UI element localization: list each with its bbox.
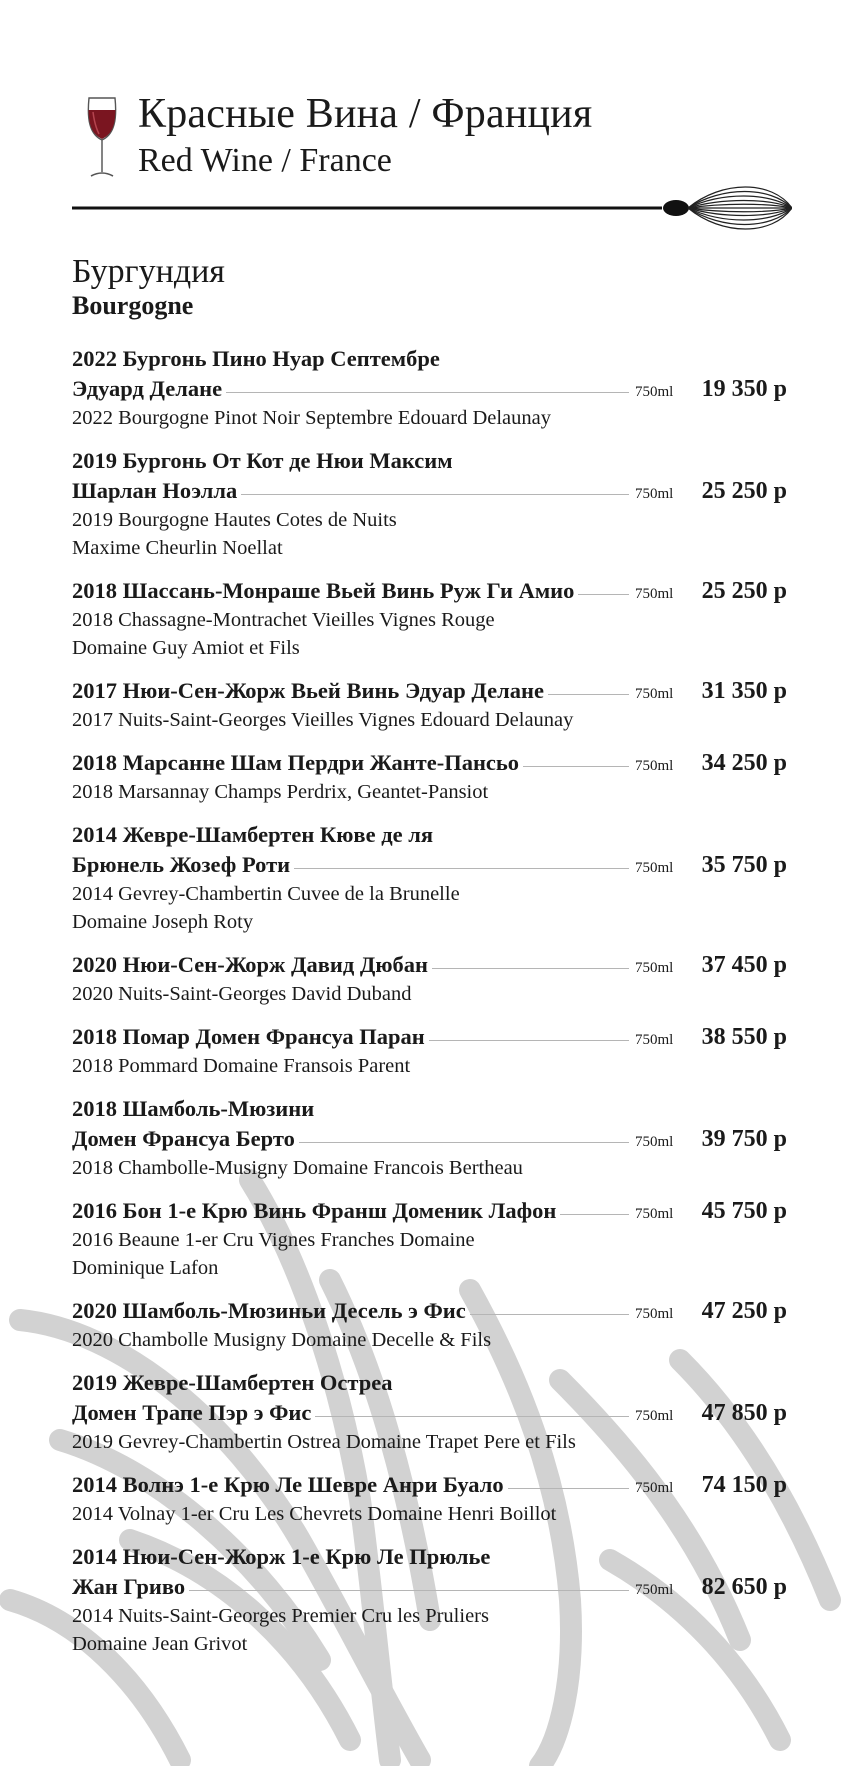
wine-price: 25 250 р bbox=[701, 578, 787, 604]
wine-name-ru: Домен Трапе Пэр э Фис bbox=[72, 1400, 312, 1425]
wine-volume: 750ml bbox=[635, 1408, 674, 1424]
wine-item bbox=[72, 950, 787, 1008]
wine-name-ru: 2020 Нюи-Сен-Жорж Давид Дюбан bbox=[72, 952, 428, 977]
wine-name-ru: 2018 Шассань-Монраше Вьей Винь Руж Ги Амио bbox=[72, 578, 575, 603]
dotted-leader bbox=[548, 694, 629, 695]
wine-name-ru: 2018 Марсанне Шам Пердри Жанте-Пансьо bbox=[72, 750, 520, 775]
wine-name-ru: Эдуард Делане bbox=[72, 376, 223, 401]
wine-item bbox=[72, 748, 787, 806]
dotted-leader bbox=[470, 1314, 629, 1315]
wine-price: 47 850 р bbox=[701, 1400, 787, 1426]
wine-name-ru: Домен Франсуа Берто bbox=[72, 1126, 295, 1151]
header-divider-ornament bbox=[72, 176, 792, 240]
wine-item bbox=[72, 1196, 787, 1282]
dotted-leader bbox=[226, 392, 629, 393]
wine-price-row bbox=[72, 1022, 787, 1052]
wine-name-ru: Шарлан Ноэлла bbox=[72, 478, 238, 503]
dotted-leader bbox=[508, 1488, 629, 1489]
wine-price: 82 650 р bbox=[701, 1574, 787, 1600]
wine-price: 37 450 р bbox=[701, 952, 787, 978]
wine-volume: 750ml bbox=[635, 758, 674, 774]
wine-price-row bbox=[72, 1296, 787, 1326]
dotted-leader bbox=[523, 766, 629, 767]
wine-name-ru: Брюнель Жозеф Роти bbox=[72, 852, 291, 877]
wine-name-ru: 2016 Бон 1-е Крю Винь Франш Доменик Лафон bbox=[72, 1198, 557, 1223]
page-subtitle: Red Wine / France bbox=[138, 142, 392, 179]
wine-price-row bbox=[72, 748, 787, 778]
wine-name-ru: 2014 Нюи-Сен-Жорж 1-е Крю Ле Прюлье bbox=[72, 1544, 491, 1569]
wine-item bbox=[72, 1542, 787, 1658]
dotted-leader bbox=[315, 1416, 629, 1417]
wine-price-row bbox=[72, 576, 787, 606]
wine-item bbox=[72, 676, 787, 734]
dotted-leader bbox=[294, 868, 629, 869]
wine-name-ru: 2014 Волнэ 1-е Крю Ле Шевре Анри Буало bbox=[72, 1472, 504, 1497]
dotted-leader bbox=[299, 1142, 629, 1143]
wine-item bbox=[72, 1296, 787, 1354]
wine-name-en: 2018 Pommard Domaine Fransois Parent bbox=[72, 1055, 411, 1077]
wine-volume: 750ml bbox=[635, 1032, 674, 1048]
region-name-en: Bourgogne bbox=[72, 291, 194, 320]
wine-name-en: 2014 Gevrey-Chambertin Cuvee de la Brunelle bbox=[72, 883, 460, 905]
wine-price-row bbox=[72, 1124, 787, 1154]
wine-item bbox=[72, 1094, 787, 1182]
wine-name-en: 2018 Chambolle-Musigny Domaine Francois Bertheau bbox=[72, 1157, 523, 1179]
wine-price: 38 550 р bbox=[701, 1024, 787, 1050]
wine-price-row bbox=[72, 1398, 787, 1428]
wine-price: 35 750 р bbox=[701, 852, 787, 878]
wine-price-row bbox=[72, 1572, 787, 1602]
wine-name-ru: 2018 Помар Домен Франсуа Паран bbox=[72, 1024, 425, 1049]
wine-price-row bbox=[72, 1470, 787, 1500]
wine-price: 39 750 р bbox=[701, 1126, 787, 1152]
wine-name-en: Domaine Joseph Roty bbox=[72, 911, 254, 933]
wine-name-ru: 2018 Шамболь-Мюзини bbox=[72, 1096, 315, 1121]
wine-volume: 750ml bbox=[635, 860, 674, 876]
wine-item bbox=[72, 344, 787, 432]
wine-price: 25 250 р bbox=[701, 478, 787, 504]
wine-price: 45 750 р bbox=[701, 1198, 787, 1224]
wine-name-en: 2014 Volnay 1-er Cru Les Chevrets Domaine Henri Boillot bbox=[72, 1503, 557, 1525]
wine-name-en: 2020 Nuits-Saint-Georges David Duband bbox=[72, 983, 412, 1005]
wine-price: 19 350 р bbox=[701, 376, 787, 402]
dotted-leader bbox=[241, 494, 629, 495]
wine-item bbox=[72, 1470, 787, 1528]
wine-name-en: 2020 Chambolle Musigny Domaine Decelle & Fils bbox=[72, 1329, 492, 1351]
wine-list bbox=[72, 344, 787, 1672]
dotted-leader bbox=[429, 1040, 629, 1041]
region-heading bbox=[72, 254, 225, 322]
wine-name-ru: 2020 Шамболь-Мюзиньи Десель э Фис bbox=[72, 1298, 466, 1323]
wine-volume: 750ml bbox=[635, 1306, 674, 1322]
dotted-leader bbox=[578, 594, 629, 595]
dotted-leader bbox=[189, 1590, 629, 1591]
wine-name-ru: 2014 Жевре-Шамбертен Кюве де ля bbox=[72, 822, 433, 847]
wine-name-en: Dominique Lafon bbox=[72, 1257, 219, 1279]
wine-volume: 750ml bbox=[635, 586, 674, 602]
dotted-leader bbox=[432, 968, 629, 969]
wine-name-ru: 2022 Бургонь Пино Нуар Септембре bbox=[72, 346, 440, 371]
wine-volume: 750ml bbox=[635, 1480, 674, 1496]
wine-name-en: 2014 Nuits-Saint-Georges Premier Cru les Pruliers bbox=[72, 1605, 489, 1627]
page-title: Красные Вина / Франция bbox=[138, 91, 593, 137]
wine-name-ru: Жан Гриво bbox=[72, 1574, 186, 1599]
wine-name-en: 2018 Marsannay Champs Perdrix, Geantet-Pansiot bbox=[72, 781, 489, 803]
wine-price: 47 250 р bbox=[701, 1298, 787, 1324]
wine-price-row bbox=[72, 850, 787, 880]
wine-price: 31 350 р bbox=[701, 678, 787, 704]
wine-price: 74 150 р bbox=[701, 1472, 787, 1498]
wine-price-row bbox=[72, 374, 787, 404]
wine-item bbox=[72, 1022, 787, 1080]
wine-name-en: 2016 Beaune 1-er Cru Vignes Franches Domaine bbox=[72, 1229, 475, 1251]
wine-name-en: 2019 Bourgogne Hautes Cotes de Nuits bbox=[72, 509, 397, 531]
wine-name-ru: 2017 Нюи-Сен-Жорж Вьей Винь Эдуар Делане bbox=[72, 678, 544, 703]
wine-glass-icon bbox=[84, 96, 120, 180]
wine-item bbox=[72, 820, 787, 936]
wine-volume: 750ml bbox=[635, 1582, 674, 1598]
wine-item bbox=[72, 1368, 787, 1456]
wine-price-row bbox=[72, 1196, 787, 1226]
wine-price-row bbox=[72, 676, 787, 706]
wine-name-en: Domaine Guy Amiot et Fils bbox=[72, 637, 300, 659]
wine-name-en: 2018 Chassagne-Montrachet Vieilles Vignes Rouge bbox=[72, 609, 495, 631]
wine-volume: 750ml bbox=[635, 960, 674, 976]
wine-name-en: Domaine Jean Grivot bbox=[72, 1633, 248, 1655]
wine-price-row bbox=[72, 950, 787, 980]
wine-name-en: 2017 Nuits-Saint-Georges Vieilles Vignes Edouard Delaunay bbox=[72, 709, 574, 731]
wine-name-en: Maxime Cheurlin Noellat bbox=[72, 537, 283, 559]
wine-item bbox=[72, 446, 787, 562]
wine-name-ru: 2019 Жевре-Шамбертен Остреа bbox=[72, 1370, 393, 1395]
wine-volume: 750ml bbox=[635, 486, 674, 502]
wine-price-row bbox=[72, 476, 787, 506]
wine-name-ru: 2019 Бургонь От Кот де Нюи Максим bbox=[72, 448, 453, 473]
wine-volume: 750ml bbox=[635, 1134, 674, 1150]
wine-volume: 750ml bbox=[635, 1206, 674, 1222]
dotted-leader bbox=[560, 1214, 629, 1215]
wine-volume: 750ml bbox=[635, 686, 674, 702]
wine-name-en: 2019 Gevrey-Chambertin Ostrea Domaine Trapet Pere et Fils bbox=[72, 1431, 576, 1453]
wine-volume: 750ml bbox=[635, 384, 674, 400]
wine-name-en: 2022 Bourgogne Pinot Noir Septembre Edouard Delaunay bbox=[72, 407, 552, 429]
wine-price: 34 250 р bbox=[701, 750, 787, 776]
wine-item bbox=[72, 576, 787, 662]
region-name-ru: Бургундия bbox=[72, 253, 225, 290]
